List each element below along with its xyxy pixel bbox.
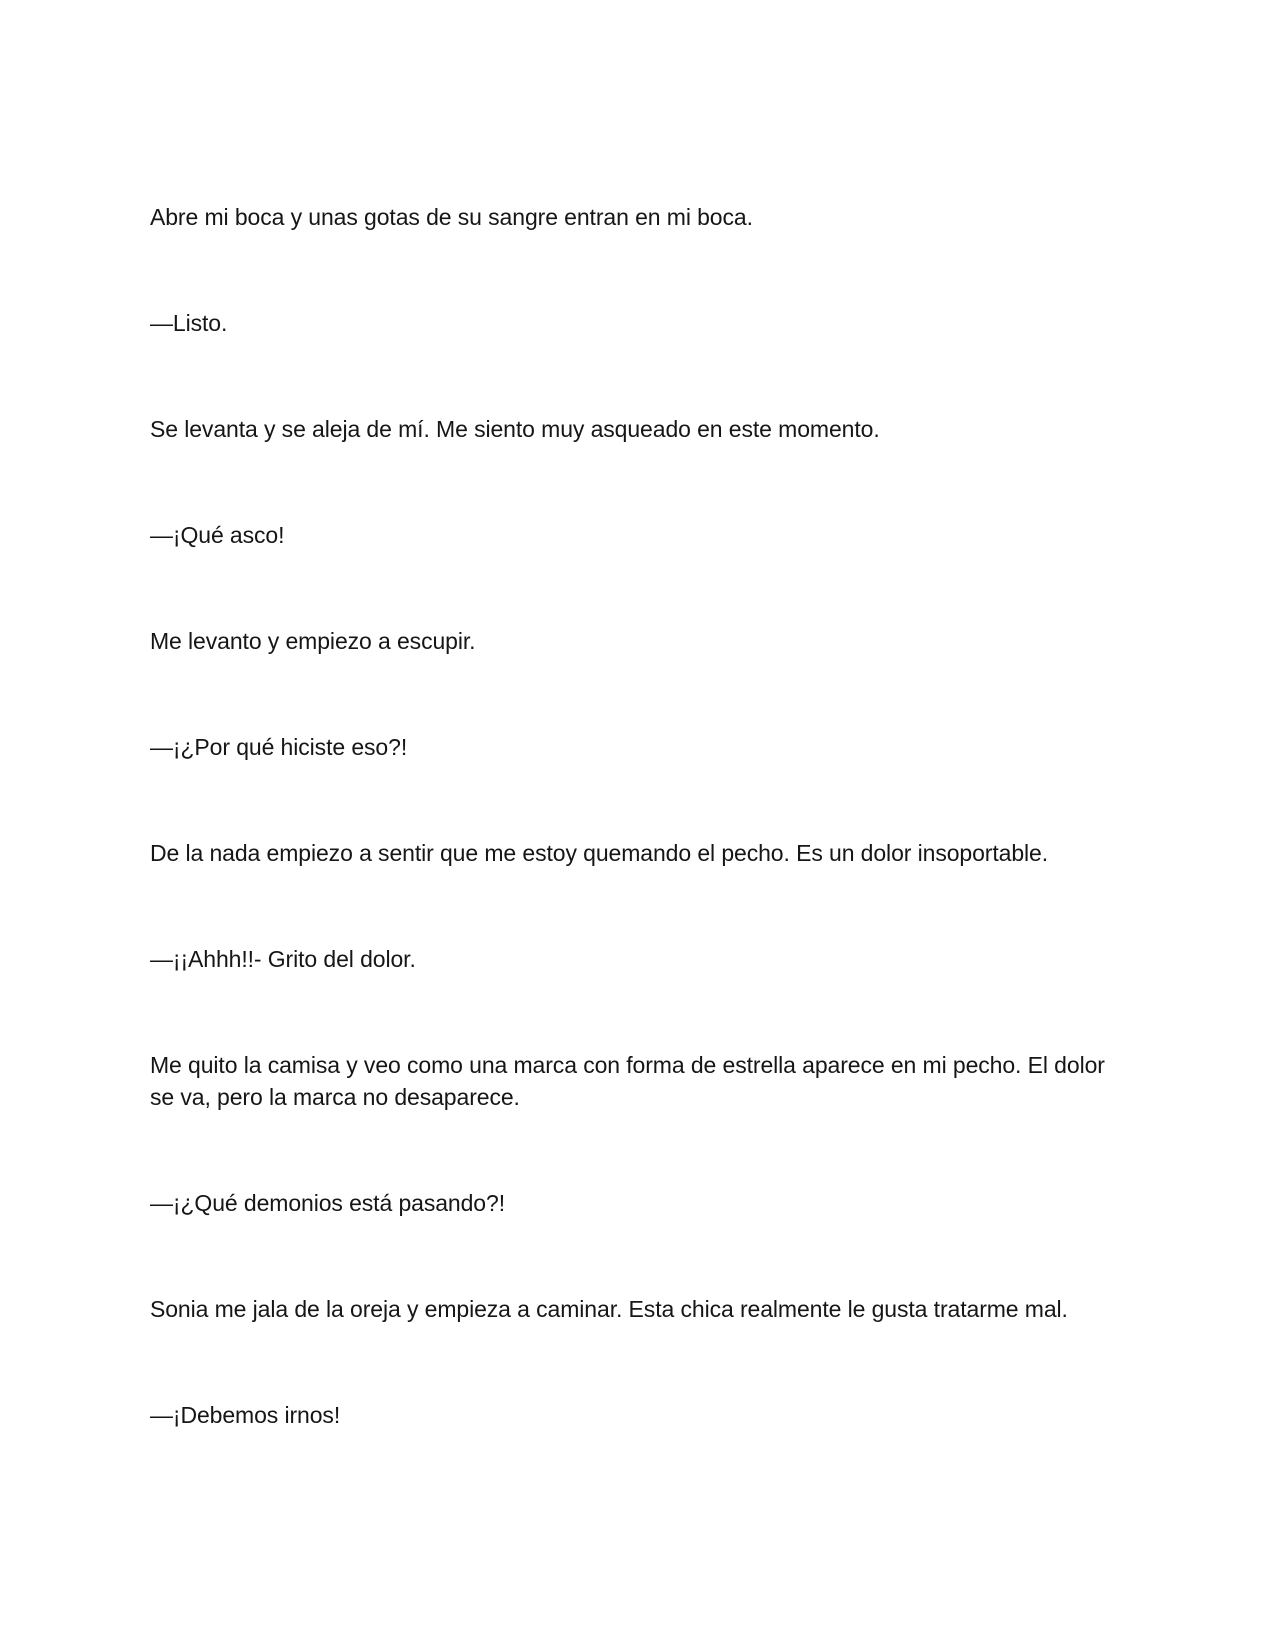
paragraph: Se levanta y se aleja de mí. Me siento muy asqueado en este momento. <box>150 416 880 442</box>
dialogue-line: —¡¿Por qué hiciste eso?! <box>150 734 408 760</box>
paragraph: Me quito la camisa y veo como una marca con forma de estrella aparece en mi pecho. El dolor se va, pero la marca no desaparece. <box>150 1052 1105 1110</box>
dialogue-line: —Listo. <box>150 310 228 336</box>
paragraph: Me levanto y empiezo a escupir. <box>150 628 476 654</box>
paragraph: Sonia me jala de la oreja y empieza a caminar. Esta chica realmente le gusta tratarme mal. <box>150 1296 1068 1322</box>
paragraph: Abre mi boca y unas gotas de su sangre entran en mi boca. <box>150 204 753 230</box>
dialogue-line: —¡¡Ahhh!!- Grito del dolor. <box>150 946 416 972</box>
dialogue-line: —¡Qué asco! <box>150 522 285 548</box>
paragraph: De la nada empiezo a sentir que me estoy quemando el pecho. Es un dolor insoportable. <box>150 840 1049 866</box>
dialogue-line: —¡¿Qué demonios está pasando?! <box>150 1190 505 1216</box>
dialogue-line: —¡Debemos irnos! <box>150 1402 341 1428</box>
